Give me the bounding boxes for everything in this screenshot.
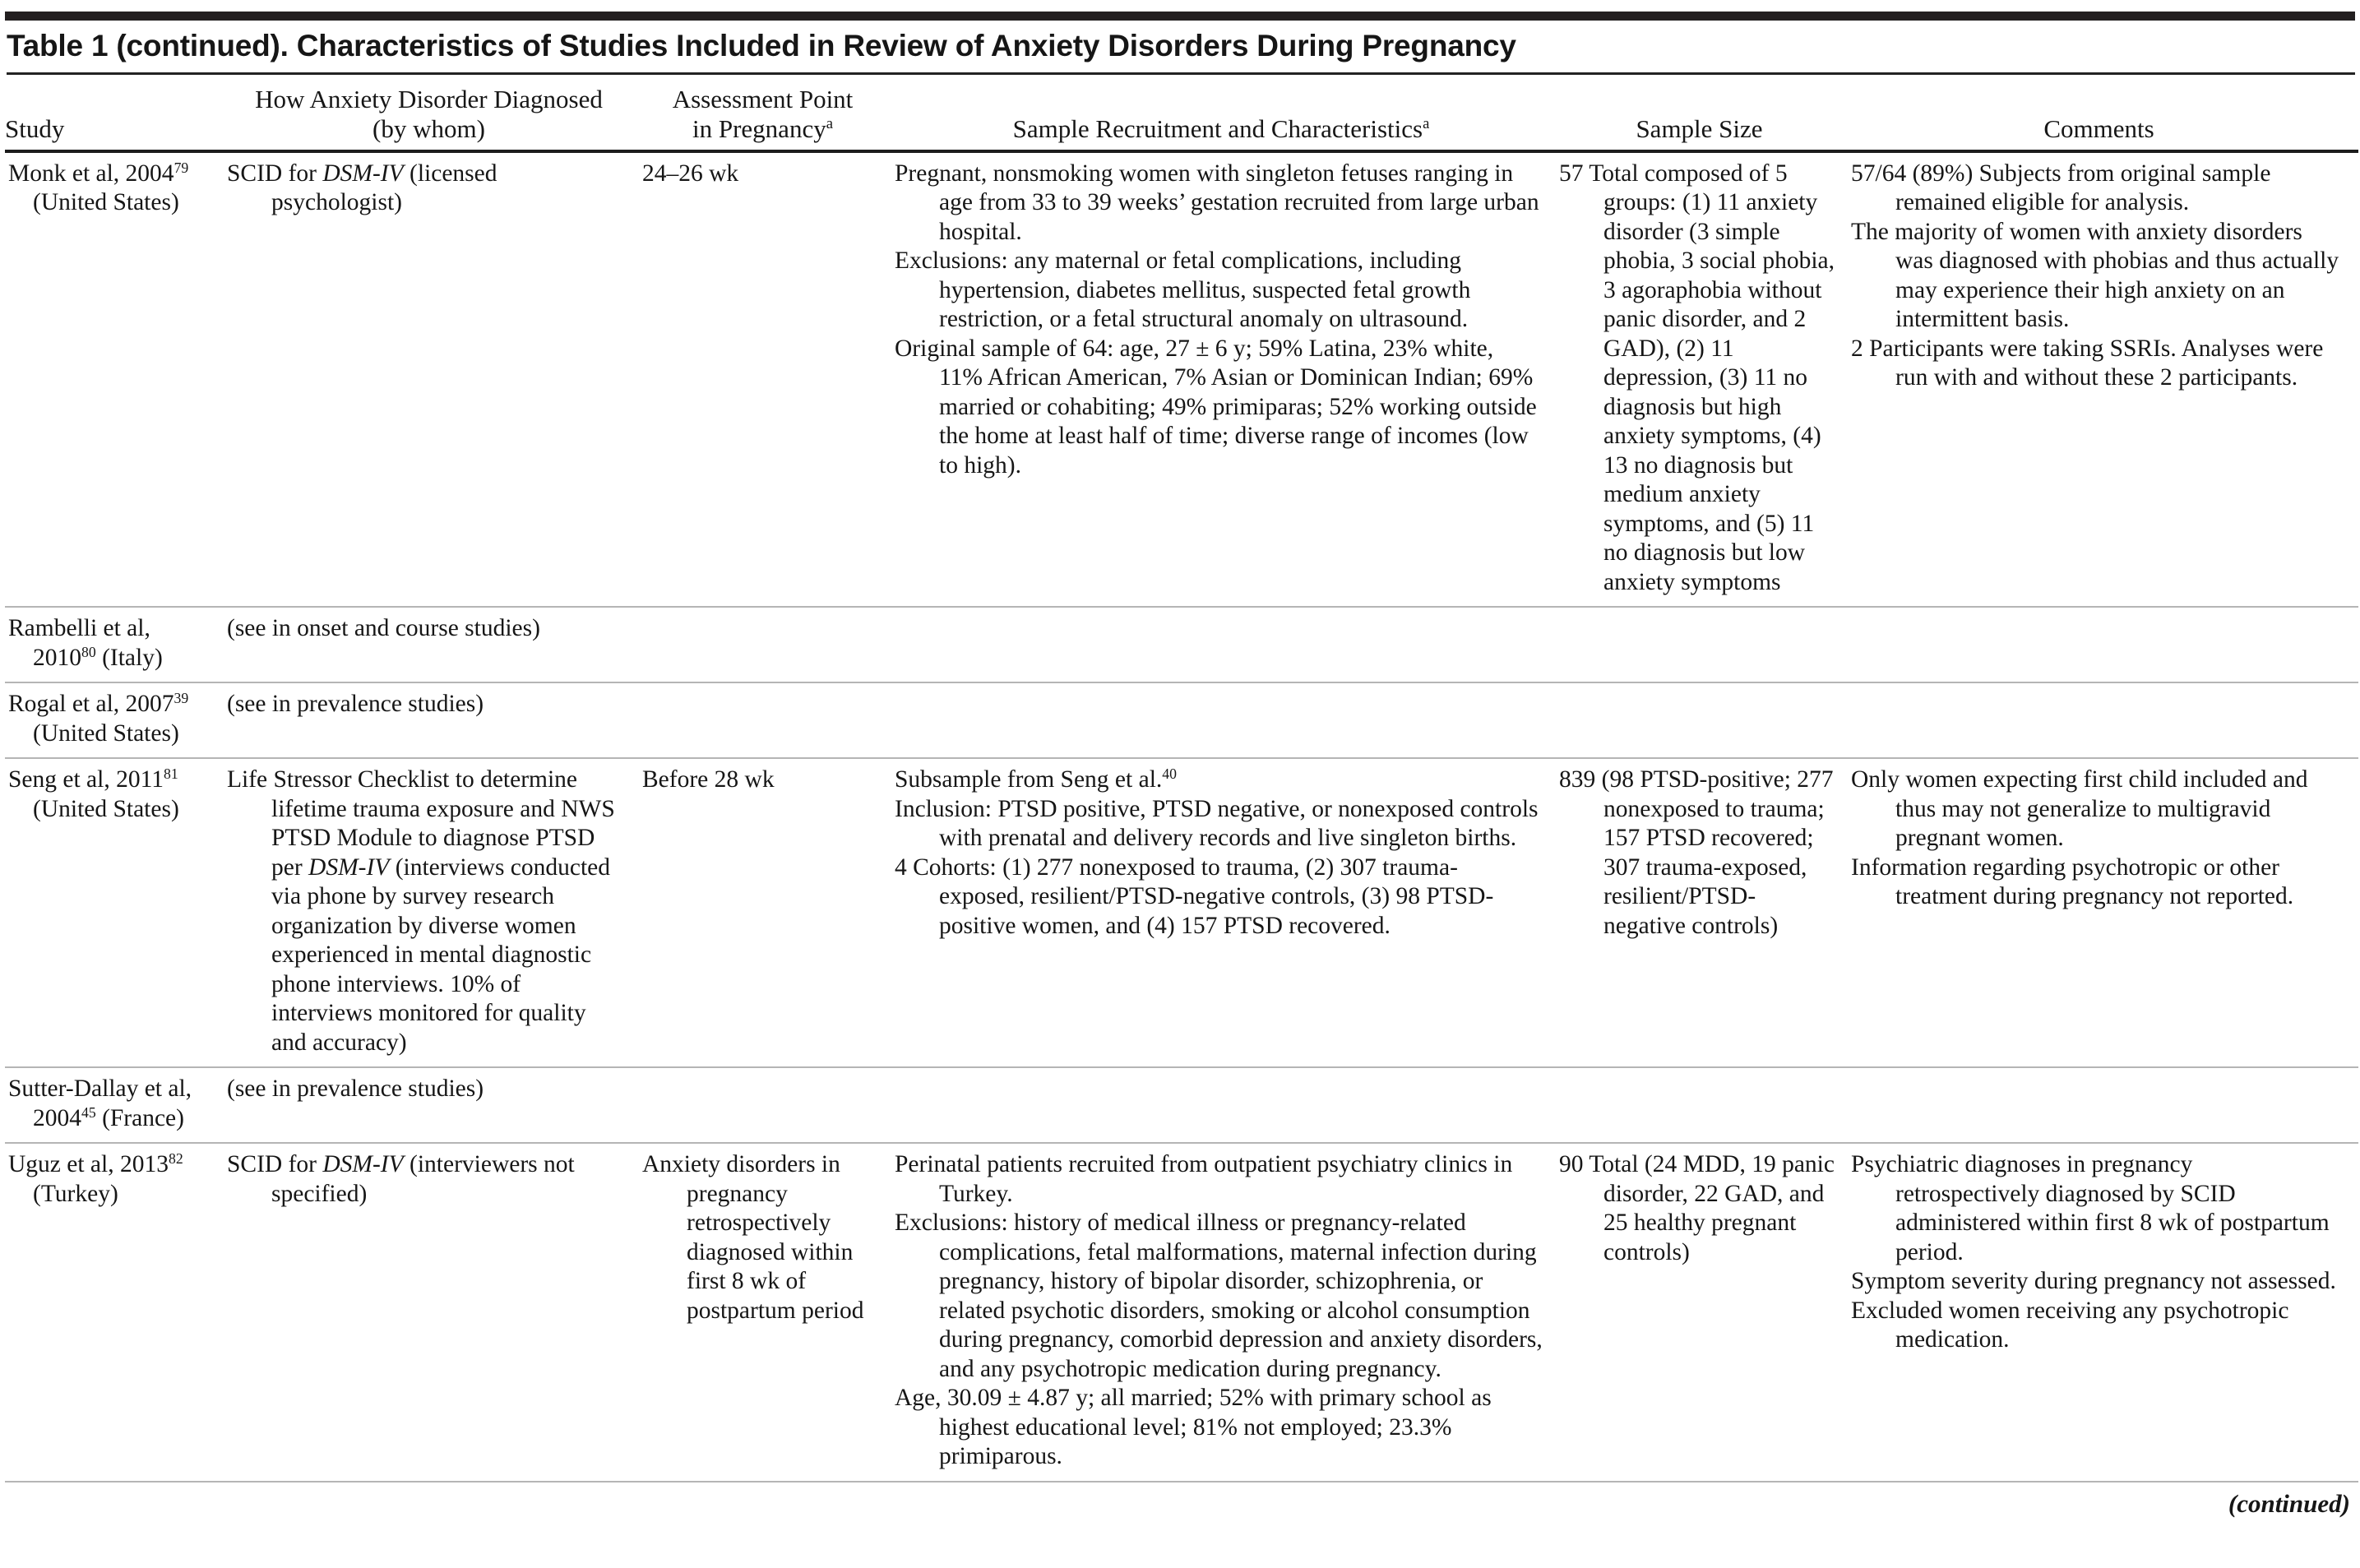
cell-paragraph bbox=[227, 160, 626, 218]
text-run: Age, 30.09 ± 4.87 y; all married; 52% with primary school as highest educational level; 81% not employed; 23.3% primiparous. bbox=[895, 1385, 1492, 1470]
continued-note: (continued) bbox=[2228, 1488, 2350, 1518]
text-run: 57 Total composed of 5 groups: (1) 11 anxiety disorder (3 simple phobia, 3 social phobia, 3 agoraphobia without panic disorder, and 2 GAD), (2) 11 depression, (3) 11 no diagnosis but high anxiety symptoms, (4) 13 no diagnosis but medium anxiety symptoms, and (5) 11 no diagnosis but low anxiety symptoms bbox=[1559, 160, 1835, 595]
cell-size bbox=[1559, 607, 1851, 682]
text-run: (by whom) bbox=[373, 113, 485, 143]
text-run: SCID for bbox=[227, 160, 323, 187]
cell-paragraph bbox=[8, 1075, 211, 1133]
column-header-study bbox=[5, 75, 227, 151]
reference-superscript: 82 bbox=[168, 1150, 183, 1168]
text-run: (see in onset and course studies) bbox=[227, 615, 540, 642]
cell-assess bbox=[642, 1067, 895, 1143]
cell-paragraph bbox=[642, 1150, 878, 1325]
text-run: Comments bbox=[2043, 113, 2154, 143]
text-run: Life Stressor Checklist to determine lifetime trauma exposure and NWS PTSD Module to diagnose PTSD per bbox=[227, 766, 615, 881]
cell-sample bbox=[895, 682, 1559, 758]
cell-paragraph bbox=[642, 160, 878, 189]
text-run: Subsample from Seng et al. bbox=[895, 766, 1163, 793]
cell-comment bbox=[1851, 758, 2358, 1067]
cell-assess bbox=[642, 1143, 895, 1482]
text-run: Information regarding psychotropic or other treatment during pregnancy not reported. bbox=[1851, 853, 2294, 910]
reference-superscript: a bbox=[826, 115, 833, 133]
studies-table bbox=[5, 75, 2358, 1482]
cell-size bbox=[1559, 758, 1851, 1067]
text-run: (interviewers not specified) bbox=[271, 1151, 575, 1207]
text-run: 2 Participants were taking SSRIs. Analyses were run with and without these 2 participants. bbox=[1851, 335, 2324, 391]
cell-size bbox=[1559, 151, 1851, 608]
cell-how bbox=[227, 151, 642, 608]
cell-paragraph bbox=[227, 690, 626, 719]
text-run: Pregnant, nonsmoking women with singleton fetuses ranging in age from 33 to 39 weeks’ gestation recruited from large urban hospital. bbox=[895, 160, 1539, 245]
cell-comment bbox=[1851, 151, 2358, 608]
table-row bbox=[5, 1143, 2358, 1482]
text-run: (interviews conducted via phone by survey research organization by diverse women experienced in mental diagnostic phone interviews. 10% of interviews monitored for quality and accuracy) bbox=[271, 853, 611, 1056]
column-header-sample bbox=[895, 75, 1559, 151]
cell-paragraph bbox=[1559, 1150, 1835, 1267]
cell-study bbox=[5, 151, 227, 608]
header-row bbox=[5, 75, 2358, 151]
text-run: Rambelli et al, 2010 bbox=[8, 615, 150, 671]
text-run: 4 Cohorts: (1) 277 nonexposed to trauma, (2) 307 trauma-exposed, resilient/PTSD-negative controls, (3) 98 PTSD-positive women, and (4) 157 PTSD recovered. bbox=[895, 853, 1494, 939]
cell-paragraph bbox=[1851, 1267, 2342, 1297]
cell-paragraph bbox=[1559, 765, 1835, 941]
cell-sample bbox=[895, 607, 1559, 682]
text-run: Symptom severity during pregnancy not assessed. bbox=[1851, 1268, 2336, 1295]
reference-superscript: 79 bbox=[174, 159, 189, 176]
table-title: Table 1 (continued). Characteristics of Studies Included in Review of Anxiety Disorders During Pregnancy bbox=[7, 29, 2355, 75]
cell-assess bbox=[642, 607, 895, 682]
reference-superscript: 39 bbox=[174, 690, 189, 707]
cell-paragraph bbox=[895, 853, 1543, 941]
cell-assess bbox=[642, 151, 895, 608]
cell-paragraph bbox=[1851, 1150, 2342, 1267]
table-row bbox=[5, 682, 2358, 758]
text-run: Rogal et al, 2007 bbox=[8, 691, 174, 718]
table-top-rule bbox=[5, 12, 2355, 21]
cell-paragraph bbox=[8, 690, 211, 748]
text-run: (France) bbox=[95, 1104, 184, 1131]
text-run: (United States) bbox=[33, 719, 179, 747]
text-run: Psychiatric diagnoses in pregnancy retrospectively diagnosed by SCID administered within first 8 wk of postpartum period. bbox=[1851, 1151, 2330, 1265]
column-header-comment bbox=[1851, 75, 2358, 151]
cell-study bbox=[5, 1067, 227, 1143]
cell-comment bbox=[1851, 1143, 2358, 1482]
header-line bbox=[227, 114, 631, 144]
cell-paragraph bbox=[1559, 160, 1835, 598]
text-run: (see in prevalence studies) bbox=[227, 1075, 484, 1103]
cell-paragraph bbox=[895, 247, 1543, 335]
cell-study bbox=[5, 758, 227, 1067]
text-run: Exclusions: history of medical illness or pregnancy-related complications, fetal malformations, maternal infection during pregnancy, history of bipolar disorder, schizophrenia, or related psychotic disorders, smoking or alcohol consumption during pregnancy, comorbid depression and anxiety disorders, and any psychotropic medication during pregnancy. bbox=[895, 1210, 1543, 1382]
cell-how bbox=[227, 1067, 642, 1143]
cell-paragraph bbox=[642, 765, 878, 795]
text-run: (Italy) bbox=[95, 644, 163, 671]
text-run: Only women expecting first child included and thus may not generalize to multigravid pregnant women. bbox=[1851, 766, 2308, 852]
text-run: Before 28 wk bbox=[642, 766, 775, 793]
text-run: (United States) bbox=[33, 795, 179, 822]
text-run: Perinatal patients recruited from outpatient psychiatry clinics in Turkey. bbox=[895, 1151, 1513, 1207]
text-run: (licensed psychologist) bbox=[271, 160, 497, 216]
text-run: Sample Recruitment and Characteristics bbox=[1012, 113, 1423, 143]
text-run: Monk et al, 2004 bbox=[8, 160, 174, 187]
cell-comment bbox=[1851, 682, 2358, 758]
text-run: SCID for bbox=[227, 1151, 323, 1178]
cell-size bbox=[1559, 1067, 1851, 1143]
text-run: How Anxiety Disorder Diagnosed bbox=[255, 84, 603, 113]
text-run: Original sample of 64: age, 27 ± 6 y; 59% Latina, 23% white, 11% African American, 7% Asian or Dominican Indian; 69% married or cohabiting; 49% primiparas; 52% working outside the home at least half of time; diverse range of incomes (low to high). bbox=[895, 335, 1537, 479]
table-body bbox=[5, 151, 2358, 1482]
reference-superscript: 81 bbox=[163, 765, 178, 783]
cell-paragraph bbox=[227, 1150, 626, 1209]
cell-paragraph bbox=[1851, 1297, 2342, 1355]
header-line bbox=[5, 114, 215, 144]
text-run: (United States) bbox=[33, 189, 179, 216]
header-line bbox=[642, 114, 883, 144]
cell-assess bbox=[642, 758, 895, 1067]
text-run: Study bbox=[5, 113, 65, 143]
table-header bbox=[5, 75, 2358, 151]
text-run: Sample Size bbox=[1636, 113, 1763, 143]
cell-size bbox=[1559, 1143, 1851, 1482]
cell-how bbox=[227, 758, 642, 1067]
cell-paragraph bbox=[8, 160, 211, 218]
cell-paragraph bbox=[227, 765, 626, 1057]
cell-paragraph bbox=[1851, 335, 2342, 393]
text-run: DSM-IV bbox=[322, 1151, 404, 1178]
cell-how bbox=[227, 607, 642, 682]
cell-sample bbox=[895, 1143, 1559, 1482]
text-run: The majority of women with anxiety disorders was diagnosed with phobias and thus actually may experience their high anxiety on an intermittent basis. bbox=[1851, 218, 2339, 333]
cell-size bbox=[1559, 682, 1851, 758]
reference-superscript: a bbox=[1423, 115, 1430, 133]
cell-comment bbox=[1851, 1067, 2358, 1143]
cell-paragraph bbox=[227, 614, 626, 644]
cell-sample bbox=[895, 758, 1559, 1067]
cell-paragraph bbox=[895, 160, 1543, 247]
text-run: (see in prevalence studies) bbox=[227, 691, 484, 718]
table-row bbox=[5, 607, 2358, 682]
cell-paragraph bbox=[1851, 765, 2342, 853]
cell-how bbox=[227, 1143, 642, 1482]
header-line bbox=[1559, 114, 1839, 144]
cell-paragraph bbox=[8, 765, 211, 824]
header-line bbox=[642, 85, 883, 114]
cell-paragraph bbox=[895, 1150, 1543, 1209]
cell-paragraph bbox=[8, 614, 211, 673]
table-row bbox=[5, 151, 2358, 608]
text-run: in Pregnancy bbox=[692, 113, 826, 143]
cell-paragraph bbox=[895, 795, 1543, 853]
text-run: Exclusions: any maternal or fetal complications, including hypertension, diabetes mellitus, suspected fetal growth restriction, or a fetal structural anomaly on ultrasound. bbox=[895, 247, 1471, 333]
cell-study bbox=[5, 682, 227, 758]
cell-paragraph bbox=[895, 1384, 1543, 1472]
text-run: DSM-IV bbox=[308, 853, 390, 881]
cell-sample bbox=[895, 151, 1559, 608]
cell-paragraph bbox=[895, 1209, 1543, 1384]
header-line bbox=[1851, 114, 2347, 144]
text-run: 57/64 (89%) Subjects from original sample remained eligible for analysis. bbox=[1851, 160, 2271, 216]
text-run: 24–26 wk bbox=[642, 160, 739, 187]
header-line bbox=[895, 114, 1548, 144]
cell-comment bbox=[1851, 607, 2358, 682]
text-run: Excluded women receiving any psychotropic medication. bbox=[1851, 1297, 2289, 1353]
cell-sample bbox=[895, 1067, 1559, 1143]
text-run: Anxiety disorders in pregnancy retrospectively diagnosed within first 8 wk of postpartum period bbox=[642, 1151, 864, 1324]
cell-paragraph bbox=[895, 335, 1543, 481]
cell-paragraph bbox=[1851, 160, 2342, 218]
paper-page bbox=[0, 12, 2360, 1519]
cell-paragraph bbox=[227, 1075, 626, 1104]
text-run: Uguz et al, 2013 bbox=[8, 1151, 169, 1178]
reference-superscript: 40 bbox=[1162, 765, 1177, 783]
text-run: DSM-IV bbox=[322, 160, 404, 187]
text-run: Assessment Point bbox=[672, 84, 854, 113]
text-run: Seng et al, 2011 bbox=[8, 766, 164, 793]
table-row bbox=[5, 1067, 2358, 1143]
cell-paragraph bbox=[1851, 218, 2342, 335]
cell-paragraph bbox=[8, 1150, 211, 1209]
cell-paragraph bbox=[895, 765, 1543, 795]
cell-assess bbox=[642, 682, 895, 758]
cell-paragraph bbox=[1851, 853, 2342, 912]
text-run: 839 (98 PTSD-positive; 277 nonexposed to trauma; 157 PTSD recovered; 307 trauma-exposed, resilient/PTSD-negative controls) bbox=[1559, 766, 1834, 939]
reference-superscript: 45 bbox=[81, 1103, 96, 1121]
text-run: Inclusion: PTSD positive, PTSD negative, or nonexposed controls with prenatal and delivery records and live singleton births. bbox=[895, 795, 1539, 852]
column-header-assess bbox=[642, 75, 895, 151]
cell-how bbox=[227, 682, 642, 758]
header-line bbox=[227, 85, 631, 114]
column-header-size bbox=[1559, 75, 1851, 151]
cell-study bbox=[5, 607, 227, 682]
column-header-how bbox=[227, 75, 642, 151]
text-run: 90 Total (24 MDD, 19 panic disorder, 22 GAD, and 25 healthy pregnant controls) bbox=[1559, 1151, 1835, 1265]
cell-study bbox=[5, 1143, 227, 1482]
reference-superscript: 80 bbox=[81, 643, 96, 660]
text-run: (Turkey) bbox=[33, 1180, 118, 1207]
text-run: Sutter-Dallay et al, 2004 bbox=[8, 1075, 192, 1131]
table-row bbox=[5, 758, 2358, 1067]
